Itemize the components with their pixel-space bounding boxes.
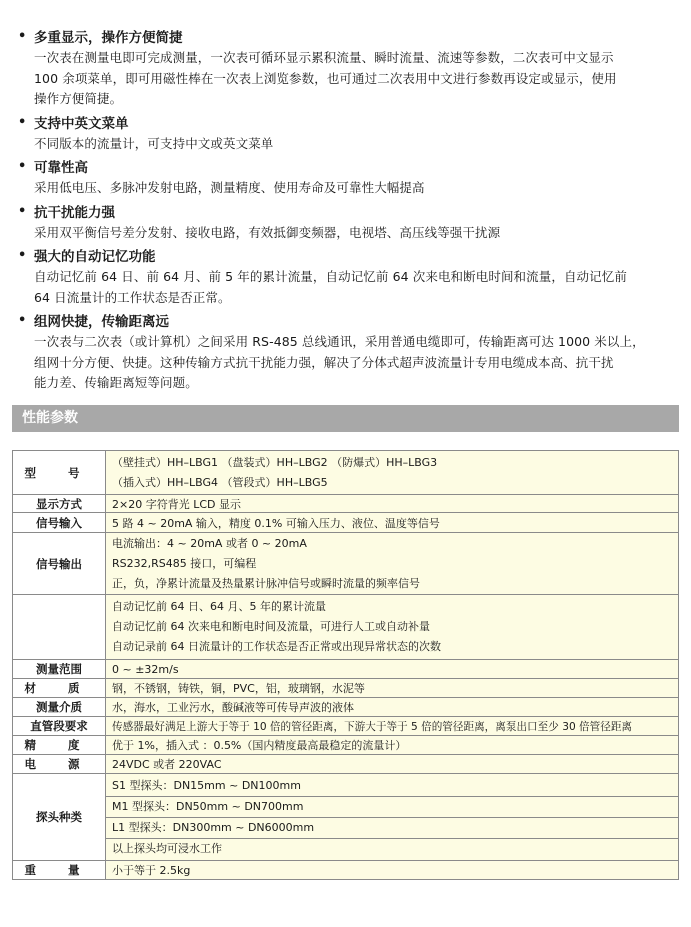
feature-body bbox=[34, 332, 682, 394]
feature-item bbox=[14, 312, 682, 394]
value-line: 以上探头均可浸水工作 bbox=[112, 841, 222, 855]
value-line: M1 型探头：DN50mm ~ DN700mm bbox=[106, 797, 678, 818]
value-line: 自动记忆前 64 次来电和断电时间及流量，可进行人工或自动补量 bbox=[112, 620, 430, 633]
row-value: 优于 1%，插入式 ：0.5%（国内精度最高最稳定的流量计） bbox=[106, 736, 679, 755]
feature-body bbox=[34, 223, 682, 244]
row-value bbox=[106, 774, 679, 861]
row-value bbox=[106, 595, 679, 660]
table-row bbox=[13, 595, 679, 660]
feature-title: 多重显示，操作方便简捷 bbox=[34, 30, 183, 46]
row-value bbox=[106, 533, 679, 595]
row-label: 测量范围 bbox=[13, 660, 106, 679]
row-value: 0 ~ ±32m/s bbox=[106, 660, 679, 679]
row-label: 材 质 bbox=[13, 679, 106, 698]
section-title: 性能参数 bbox=[12, 405, 679, 432]
feature-title: 可靠性高 bbox=[34, 160, 88, 176]
feature-line: 不同版本的流量计，可支持中文或英文菜单 bbox=[34, 135, 274, 151]
feature-line: 自动记忆前 64 日、前 64 月、前 5 年的累计流量，自动记忆前 64 次来电和断电时间和流量，自动记忆前 bbox=[34, 269, 627, 284]
row-value: 24VDC 或者 220VAC bbox=[106, 755, 679, 774]
row-label: 信号输入 bbox=[13, 513, 106, 533]
value-line: 电流输出：4 ~ 20mA 或者 0 ~ 20mA bbox=[112, 536, 307, 550]
row-label: 直管段要求 bbox=[13, 717, 106, 736]
bullet-icon: • bbox=[18, 29, 27, 44]
table-row bbox=[13, 717, 679, 736]
row-label: 型 号 bbox=[13, 451, 106, 495]
bullet-icon: • bbox=[18, 248, 27, 263]
row-value: 传感器最好满足上游大于等于 10 倍的管径距离，下游大于等于 5 倍的管径距离，离泵出口至少 30 倍管径距离 bbox=[106, 717, 679, 736]
value-line: （插入式）HH–LBG4 （管段式）HH–LBG5 bbox=[112, 475, 328, 489]
row-label: 精 度 bbox=[13, 736, 106, 755]
feature-title: 支持中英文菜单 bbox=[34, 115, 129, 132]
bullet-icon: • bbox=[18, 203, 27, 219]
feature-line: 64 日流量计的工作状态是否正常。 bbox=[34, 289, 231, 305]
table-row bbox=[13, 774, 679, 861]
bullet-icon: • bbox=[18, 313, 27, 328]
table-row bbox=[13, 736, 679, 755]
value-line: L1 型探头：DN300mm ~ DN6000mm bbox=[106, 818, 678, 839]
row-label: 重 量 bbox=[13, 861, 106, 880]
row-value: 水，海水，工业污水，酸碱液等可传导声波的液体 bbox=[106, 698, 679, 717]
row-value: 小于等于 2.5kg bbox=[106, 861, 679, 880]
value-line: RS232,RS485 接口，可编程 bbox=[112, 556, 257, 570]
row-label: 电 源 bbox=[13, 755, 106, 774]
feature-line: 100 余项菜单，即可用磁性棒在一次表上浏览参数，也可通过二次表用中文进行参数再设定或显示，使用 bbox=[34, 70, 617, 86]
feature-body bbox=[34, 48, 682, 110]
bullet-icon: • bbox=[18, 114, 27, 130]
bullet-icon: • bbox=[18, 159, 27, 174]
feature-body bbox=[34, 178, 682, 199]
table-row bbox=[13, 533, 679, 595]
feature-line: 一次表与二次表（或计算机）之间采用 RS-485 总线通讯，采用普通电缆即可，传输距离可达 1000 米以上， bbox=[34, 334, 645, 349]
feature-title: 抗干扰能力强 bbox=[34, 204, 115, 221]
value-line: 正，负，净累计流量及热量累计脉冲信号或瞬时流量的频率信号 bbox=[112, 576, 420, 590]
row-label bbox=[13, 595, 106, 660]
feature-title: 组网快捷，传输距离远 bbox=[34, 314, 169, 330]
table-row bbox=[13, 451, 679, 495]
feature-item bbox=[14, 28, 682, 110]
feature-line: 操作方便简捷。 bbox=[34, 91, 123, 106]
feature-body bbox=[34, 134, 682, 155]
feature-title: 强大的自动记忆功能 bbox=[34, 249, 156, 265]
row-value: 钢，不锈钢，铸铁，铜，PVC，铝，玻璃钢，水泥等 bbox=[106, 679, 679, 698]
value-line: （壁挂式）HH–LBG1 （盘装式）HH–LBG2 （防爆式）HH–LBG3 bbox=[112, 455, 438, 469]
value-line: 自动记忆前 64 日、64 月、5 年的累计流量 bbox=[112, 600, 326, 613]
row-value: 5 路 4 ~ 20mA 输入，精度 0.1% 可输入压力、液位、温度等信号 bbox=[106, 513, 679, 533]
table-row bbox=[13, 660, 679, 679]
feature-line: 能力差、传输距离短等问题。 bbox=[34, 375, 198, 390]
feature-item bbox=[14, 203, 682, 244]
feature-line: 采用双平衡信号差分发射、接收电路，有效抵御变频器，电视塔、高压线等强干扰源 bbox=[34, 224, 501, 240]
feature-item bbox=[14, 114, 682, 155]
feature-line: 一次表在测量电即可完成测量，一次表可循环显示累积流量、瞬时流量、流速等参数，二次表可中文显示 bbox=[34, 50, 614, 65]
table-row bbox=[13, 698, 679, 717]
feature-line: 组网十分方便、快捷。这种传输方式抗干扰能力强，解决了分体式超声波流量计专用电缆成本高、抗干扰 bbox=[34, 354, 614, 370]
feature-list bbox=[14, 28, 682, 398]
row-label: 探头种类 bbox=[13, 774, 106, 861]
feature-item bbox=[14, 158, 682, 199]
row-value: 2×20 字符背光 LCD 显示 bbox=[106, 495, 679, 513]
row-value bbox=[106, 451, 679, 495]
row-label: 信号输出 bbox=[13, 533, 106, 595]
table-row bbox=[13, 861, 679, 880]
feature-line: 采用低电压、多脉冲发射电路，测量精度、使用寿命及可靠性大幅提高 bbox=[34, 180, 425, 195]
spec-table bbox=[12, 450, 679, 880]
row-label: 测量介质 bbox=[13, 698, 106, 717]
table-row bbox=[13, 679, 679, 698]
value-line: 自动记录前 64 日流量计的工作状态是否正常或出现异常状态的次数 bbox=[112, 640, 441, 653]
feature-body bbox=[34, 267, 682, 308]
table-row bbox=[13, 755, 679, 774]
value-line: S1 型探头：DN15mm ~ DN100mm bbox=[106, 776, 678, 797]
table-row bbox=[13, 513, 679, 533]
row-label: 显示方式 bbox=[13, 495, 106, 513]
table-row bbox=[13, 495, 679, 513]
feature-item bbox=[14, 247, 682, 308]
